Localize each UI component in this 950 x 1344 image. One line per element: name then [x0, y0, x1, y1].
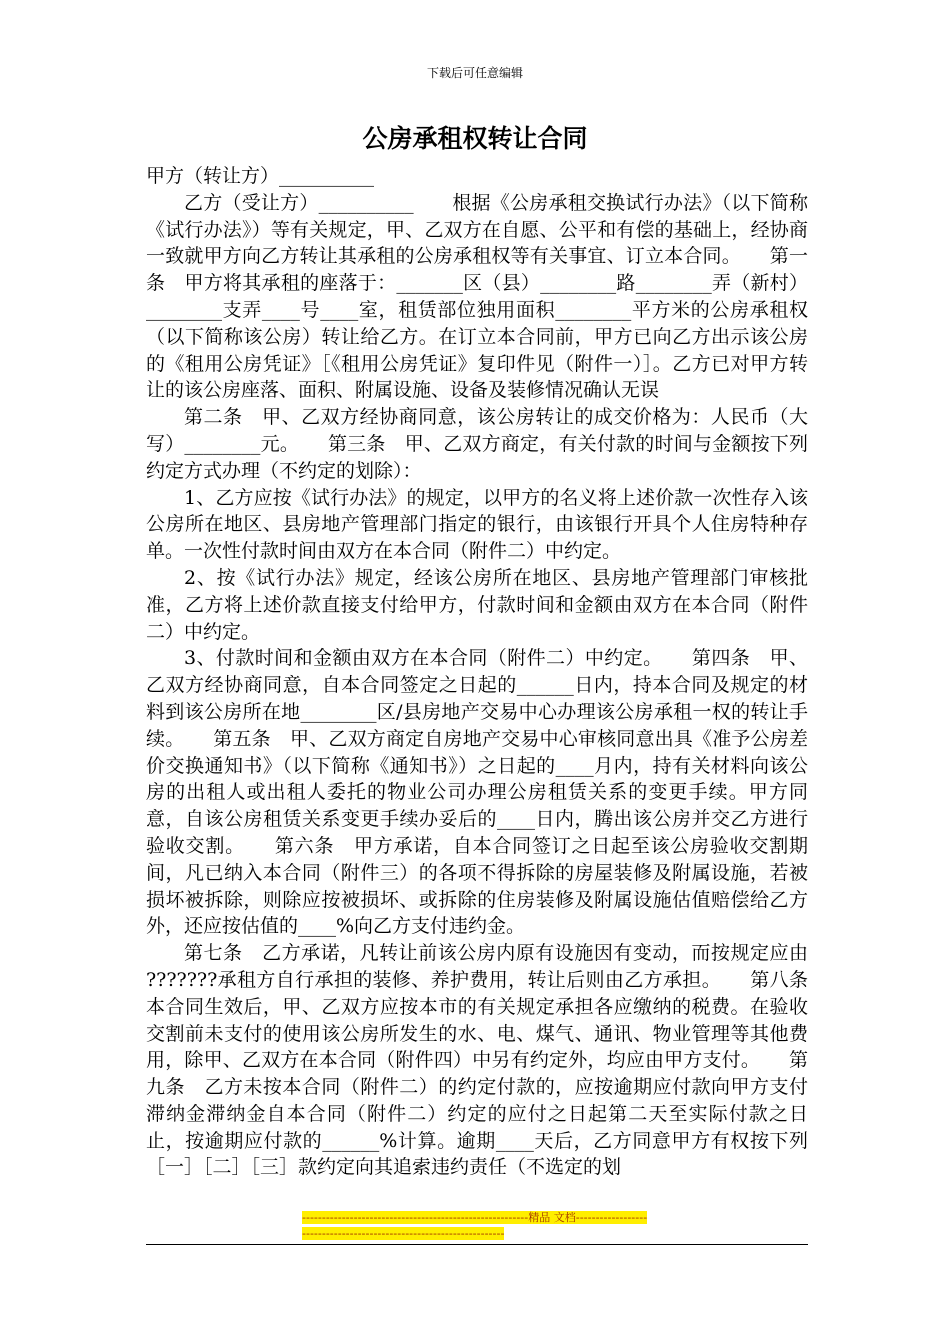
paragraph-article-4-6: 3、付款时间和金额由双方在本合同（附件二）中约定。 第四条 甲、乙双方经协商同意，自本合同签定之日起的______日内，持本合同及规定的材料到该公房所在地________区/县房地产交易中心办理该公房承租一权的转让手续。 第五条 甲、乙双方商定自房地产交易中心审核同意出具《准予公房差价交换通知书》（以下简称《通知书》）之日起的____月内，持有关材料向该公房的出租人或出租人委托的物业公司办理公房租赁关系的变更手续。甲方同意，自该公房租赁关系变更手续办妥后的____日内，腾出该公房并交乙方进行验收交割。 第六条 甲方承诺，自本合同签订之日起至该公房验收交割期间，凡已纳入本合同（附件三）的各项不得拆除的房屋装修及附属设施，若被损坏被拆除，则除应按被损坏、或拆除的住房装修及附属设施估值赔偿给乙方外，还应按估值的____%向乙方支付违约金。 [146, 647, 808, 938]
paragraph-payment-option-2: 2、按《试行办法》规定，经该公房所在地区、县房地产管理部门审核批准，乙方将上述价款直接支付给甲方，付款时间和金额由双方在本合同（附件二）中约定。 [146, 566, 808, 643]
contract-body [146, 163, 828, 1181]
paragraph-article-7-9: 第七条 乙方承诺，凡转让前该公房内原有设施因有变动，而按规定应由 ???????承租方自行承担的装修、养护费用，转让后则由乙方承担。 第八条 本合同生效后，甲、乙双方应按本市的有关规定承担各应缴纳的税费。在验收交割前未支付的使用该公房所发生的水、电、煤气、通讯、物业管理等其他费用，除甲、乙双方在本合同（附件四）中另有约定外，均应由甲方支付。 第九条 乙方未按本合同（附件二）的约定付款的，应按逾期应付款向甲方支付滞纳金滞纳金自本合同（附件二）约定的应付之日起第二天至实际付款之日止，按逾期应付款的______%计算。逾期____天后，乙方同意甲方有权按下列［一］［二］［三］款约定向其追索违约责任（不选定的划 [146, 942, 828, 1179]
paragraph-party-b-article-1: 乙方（受让方）__________ 根据《公房承租交换试行办法》（以下简称《试行办法》）等有关规定，甲、乙双方在自愿、公平和有偿的基础上，经协商一致就甲方向乙方转让其承租的公房承租权等有关事宜、订立本合同。 第一条 甲方将其承租的座落于：_______区（县）________路________弄（新村）________支弄____号____室，租赁部位独用面积________平方米的公房承租权（以下简称该公房）转让给乙方。在订立本合同前，甲方已向乙方出示该公房的《租用公房凭证》［《租用公房凭证》复印件见（附件一）］。乙方已对甲方转让的该公房座落、面积、附属设施、设备及装修情况确认无误 [146, 191, 808, 402]
footer-watermark-band [302, 1210, 648, 1242]
paragraph-party-a: 甲方（转让方）__________ [146, 165, 375, 187]
footer-divider [146, 1244, 808, 1245]
document-title: 公房承租权转让合同 [362, 124, 588, 153]
paragraph-payment-option-1: 1、乙方应按《试行办法》的规定，以甲方的名义将上述价款一次性存入该公房所在地区、县房地产管理部门指定的银行，由该银行开具个人住房特种存单。一次性付款时间由双方在本合同（附件二）中约定。 [146, 486, 808, 563]
paragraph-article-2-3: 第二条 甲、乙双方经协商同意，该公房转让的成交价格为：人民币（大写）________元。 第三条 甲、乙双方商定，有关付款的时间与金额按下列约定方式办理（不约定的划除）： [146, 406, 808, 482]
header-note: 下载后可任意编辑 [426, 66, 523, 80]
footer-watermark-text: ---------------------------------------------------------精品 文档--------------------------------------------------------------------- [302, 1211, 648, 1240]
